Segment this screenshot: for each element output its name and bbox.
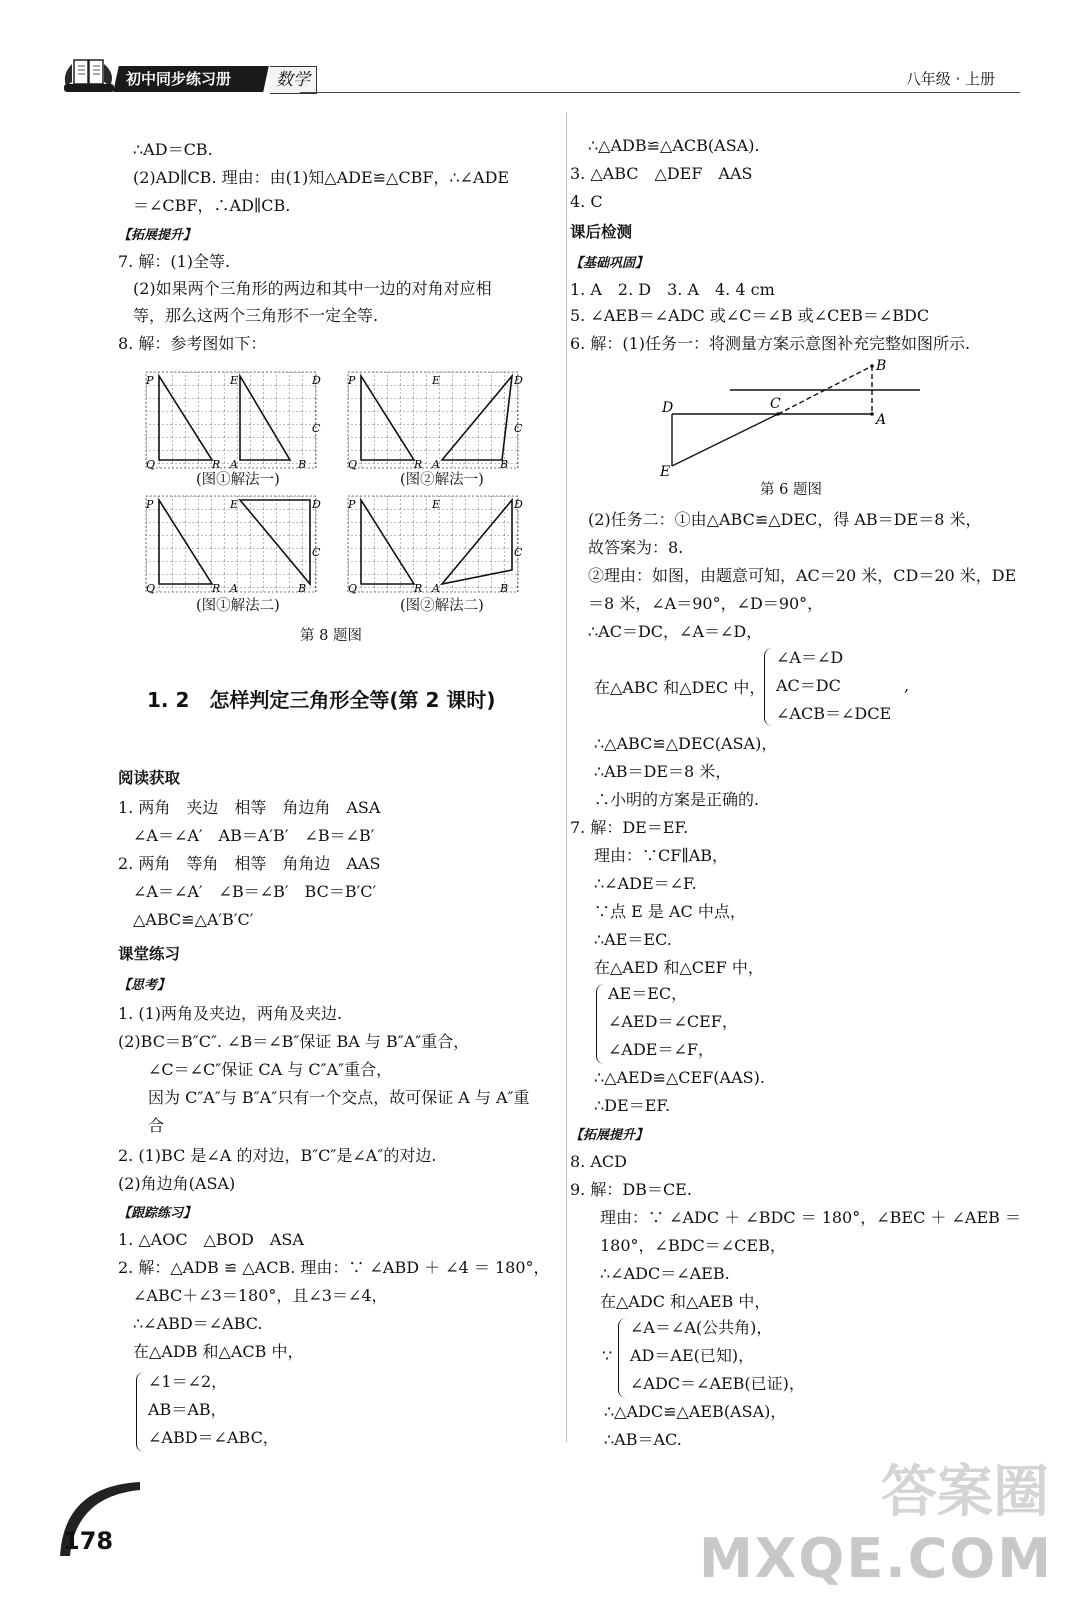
brace [596,984,604,1064]
text-line: ∠ABD＝∠ABC， [148,1428,279,1447]
text-line: ∠C＝∠C″保证 CA 与 C″A″重合， [148,1060,393,1079]
text-line: ∴AD＝CB. [133,140,213,159]
text-line: 等，那么这两个三角形不一定全等. [133,306,379,325]
svg-text:E: E [230,498,239,511]
text-line: ∴△AED≌△CEF(AAS). [594,1068,765,1087]
svg-text:A: A [230,458,238,471]
svg-text:R: R [212,582,221,595]
text-line: ∴AB＝AC. [604,1430,682,1449]
point-label: B [876,358,887,374]
svg-text:P: P [146,498,154,511]
brace [764,648,772,726]
text-line: ∠ADE＝∠F， [608,1040,714,1059]
text-line: ∠1＝∠2， [148,1372,228,1391]
text-line: ∠A＝∠A′ AB＝A′B′ ∠B＝∠B′ [133,826,375,845]
text-line: ∠ADC＝∠AEB(已证)， [630,1374,805,1393]
svg-text:E: E [432,498,441,511]
text-line: 合 [148,1116,165,1135]
svg-text:B: B [500,582,509,595]
subject-label: 数学 [270,66,317,94]
figure-caption: (图②解法二) [400,598,484,614]
text-line: ∴△ADC≌△AEB(ASA)， [604,1402,787,1421]
svg-text:E: E [432,374,441,387]
svg-text:Q: Q [348,458,358,471]
point-label: C [770,396,781,412]
text-line: 8. 解：参考图如下： [118,334,267,353]
svg-text:R: R [212,458,221,471]
point-label: A [876,412,887,428]
page-number: 178 [63,1527,114,1555]
svg-text:R: R [414,582,423,595]
figure-caption: (图①解法一) [196,472,280,488]
text-line: ∴小明的方案是正确的. [594,790,760,809]
svg-text:D: D [514,498,523,511]
text-line: 2. 两角 等角 相等 角角边 AAS [118,854,381,873]
text-line: (2)角边角(ASA) [118,1174,236,1193]
text-line: (2)如果两个三角形的两边和其中一边的对角对应相 [133,279,492,298]
text-line: ∴AE＝EC. [594,930,672,949]
svg-text:C: C [514,422,523,435]
svg-text:A: A [432,582,440,595]
text-line: ∴△ABC≌△DEC(ASA)， [594,734,778,753]
text-line: 4. C [570,192,603,211]
figure-caption: 第 8 题图 [300,628,362,644]
svg-text:B: B [298,582,307,595]
text-line: (2)BC＝B″C″. ∠B＝∠B″保证 BA 与 B″A″重合， [118,1032,470,1051]
text-line: ∠ACB＝∠DCE [776,704,892,723]
svg-text:R: R [414,458,423,471]
text-line: 在△AED 和△CEF 中， [594,958,764,977]
section-heading: 阅读获取 [118,769,181,787]
grid-figure-4 [342,492,524,604]
figure-caption: (图②解法一) [400,472,484,488]
text-line: 2. (1)BC 是∠A 的对边，B″C″是∠A″的对边. [118,1146,437,1165]
svg-text:D: D [312,498,321,511]
svg-text:Q: Q [146,582,156,595]
svg-text:E: E [230,374,239,387]
text-line: 在△ABC 和△DEC 中， [594,678,766,697]
svg-text:P: P [146,374,154,387]
text-line: ∴AB＝DE＝8 米， [594,762,732,781]
point-label: D [662,400,674,416]
svg-text:P: P [348,498,356,511]
figure-caption: (图①解法二) [196,598,280,614]
text-line: 理由：∵ ∠ADC ＋ ∠BDC ＝ 180°，∠BEC ＋ ∠AEB ＝ [600,1208,1021,1227]
text-line: AD＝AE(已知)， [630,1346,755,1365]
text-line: AB＝AB， [148,1400,227,1419]
section-tag: 【思考】 [118,978,171,993]
svg-text:D: D [312,374,321,387]
text-line: 1. 两角 夹边 相等 角边角 ASA [118,798,381,817]
text-line: ∴△ADB≌△ACB(ASA). [588,136,760,155]
section-tag: 【基础巩固】 [570,256,649,271]
svg-text:A: A [230,582,238,595]
text-line: ∠A＝∠D [776,648,844,667]
text-line: ∴AC＝DC，∠A＝∠D， [588,622,763,641]
watermark-logo: 答案圈 [881,1460,1049,1525]
text-line: ∵点 E 是 AC 中点， [594,902,746,921]
figure-6-diagram [650,352,930,480]
text-line: (2)任务二：①由△ABC≌△DEC，得 AB＝DE＝8 米， [588,510,982,529]
text-line: 在△ADB 和△ACB 中， [133,1342,304,1361]
svg-text:B: B [500,458,509,471]
svg-text:Q: Q [146,458,156,471]
text-line: ∴DE＝EF. [594,1096,671,1115]
page-header [0,0,1073,100]
section-heading: 课后检测 [570,223,633,241]
brace [618,1318,626,1398]
watermark-text: MXQE.COM [699,1527,1053,1590]
svg-text:A: A [432,458,440,471]
section-tag: 【拓展提升】 [118,228,197,243]
text-line: , [904,676,910,695]
text-line: AC＝DC [776,676,841,695]
text-line: ∴∠ADE＝∠F. [594,874,697,893]
text-line: AE＝EC， [608,984,688,1003]
svg-text:Q: Q [348,582,358,595]
text-line: 1. (1)两角及夹边，两角及夹边. [118,1004,343,1023]
text-line: ∴∠ADC＝∠AEB. [600,1264,730,1283]
svg-text:C: C [514,546,523,559]
text-line: 1. △AOC △BOD ASA [118,1230,304,1249]
text-line: 在△ADC 和△AEB 中， [600,1292,771,1311]
text-line: ∴∠ABD＝∠ABC. [133,1314,263,1333]
section-tag: 【跟踪练习】 [118,1206,197,1221]
text-line: 180°，∠BDC＝∠CEB， [600,1236,786,1255]
series-name: 初中同步练习册 [113,66,269,92]
section-title: 1. 2 怎样判定三角形全等(第 2 课时) [147,688,496,712]
text-line: ∵ [602,1346,613,1365]
text-line: 9. 解：DB＝CE. [570,1180,692,1199]
text-line: 3. △ABC △DEF AAS [570,164,753,183]
text-line: 5. ∠AEB＝∠ADC 或∠C＝∠B 或∠CEB＝∠BDC [570,306,930,325]
text-line: ∠AED＝∠CEF， [608,1012,738,1031]
grid-figure-1 [140,368,322,480]
grade-label: 八年级 · 上册 [905,70,995,88]
grid-figure-2 [342,368,524,480]
svg-text:D: D [514,374,523,387]
text-line: 理由：∵CF∥AB， [594,846,729,865]
header-rule [300,92,1020,93]
figure-caption: 第 6 题图 [760,482,822,498]
text-line: 6. 解：(1)任务一：将测量方案示意图补充完整如图所示. [570,334,971,353]
text-line: ∠A＝∠A′ ∠B＝∠B′ BC＝B′C′ [133,882,377,901]
text-line: ∠A＝∠A(公共角)， [630,1318,773,1337]
text-line: ＝8 米，∠A＝90°，∠D＝90°， [588,594,824,613]
text-line: 2. 解：△ADB ≌ △ACB. 理由：∵ ∠ABD ＋ ∠4 ＝ 180°， [118,1258,550,1277]
text-line: 故答案为：8. [588,538,684,557]
text-line: ＝∠CBF，∴AD∥CB. [133,196,291,215]
column-divider [566,112,567,1442]
text-line: ∠ABC＋∠3＝180°，且∠3＝∠4， [133,1286,388,1305]
point-label: E [660,464,671,480]
text-line: ②理由：如图，由题意可知，AC＝20 米，CD＝20 米，DE [588,566,1017,585]
svg-text:C: C [312,546,321,559]
text-line: 因为 C″A″与 B″A″只有一个交点，故可保证 A 与 A″重 [148,1088,530,1107]
text-line: 7. 解：DE＝EF. [570,818,689,837]
svg-text:P: P [348,374,356,387]
svg-text:B: B [298,458,307,471]
text-line: 8. ACD [570,1152,627,1171]
section-tag: 【拓展提升】 [570,1128,649,1143]
book-logo-icon [58,56,120,94]
text-line: (2)AD∥CB. 理由：由(1)知△ADE≌△CBF，∴∠ADE [133,168,510,187]
text-line: 7. 解：(1)全等. [118,252,231,271]
section-heading: 课堂练习 [118,945,181,963]
text-line: 1. A 2. D 3. A 4. 4 cm [570,280,775,299]
text-line: △ABC≌△A′B′C′ [133,910,254,929]
grid-figure-3 [140,492,322,604]
brace [136,1372,144,1452]
svg-text:C: C [312,422,321,435]
